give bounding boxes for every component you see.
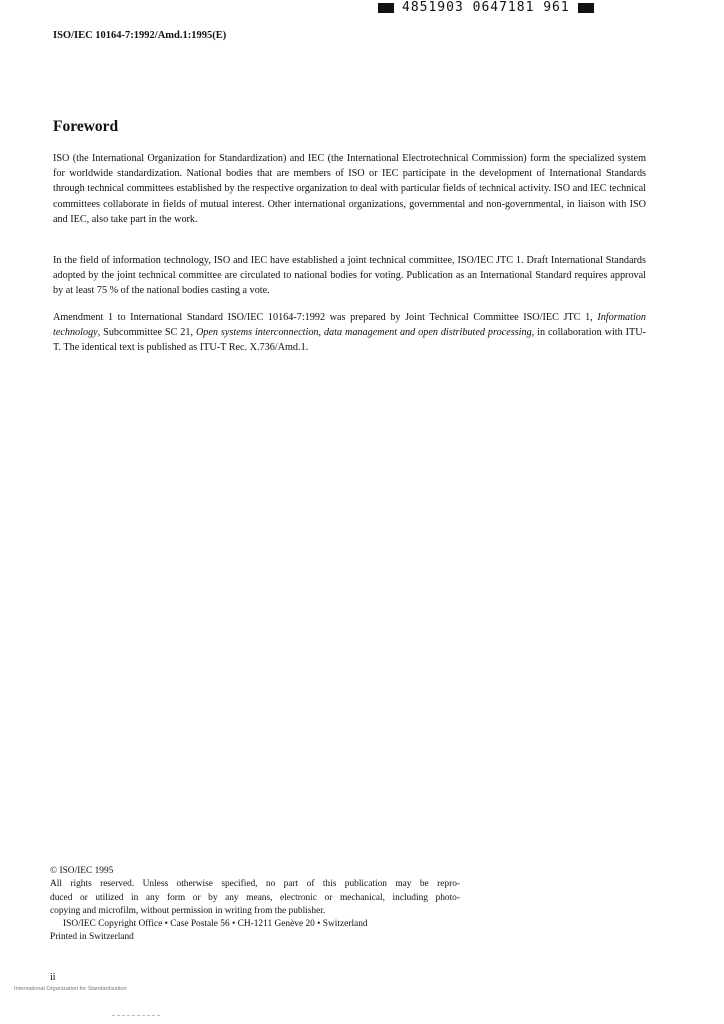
- document-reference: ISO/IEC 10164-7:1992/Amd.1:1995(E): [53, 30, 227, 41]
- barcode-block-left: [378, 3, 394, 13]
- copyright-block: [50, 865, 460, 945]
- committee-title: Information technology: [53, 312, 646, 339]
- scan-code: 4851903 0647181 961: [402, 0, 570, 15]
- scan-barcode: [378, 0, 594, 15]
- foreword-paragraph-2: In the field of information technology, ISO and IEC have established a joint technical committee, ISO/IEC JTC 1. Draft International Standards adopted by the joint technical committee are circulated to national bodies for voting. Publication as an International Standard requires approval by at least 75 % of the national bodies casting a vote.: [53, 255, 646, 297]
- page-number: ii: [50, 972, 56, 983]
- paragraph-3-text-3: , in collaboration with ITU-T. The identical text is published as ITU-T Rec. X.736/Amd.1.: [53, 327, 647, 354]
- paragraph-3-text-1: Amendment 1 to International Standard ISO/IEC 10164-7:1992 was prepared by Joint Technical Committee ISO/IEC JTC 1,: [53, 312, 598, 323]
- rights-line-3: copying and microfilm, without permission in writing from the publisher.: [50, 905, 326, 916]
- rights-line-1: All rights reserved. Unless otherwise specified, no part of this publication may be repro-: [50, 879, 460, 890]
- rights-line-2: duced or utilized in any form or by any means, electronic or mechanical, including photo-: [50, 892, 460, 903]
- barcode-block-right: [578, 3, 594, 13]
- subcommittee-title: Open systems interconnection, data management and open distributed processing: [195, 327, 532, 339]
- printed-in: Printed in Switzerland: [50, 932, 134, 943]
- copyright-office-address: ISO/IEC Copyright Office • Case Postale 56 • CH-1211 Genève 20 • Switzerland: [63, 919, 368, 930]
- foreword-paragraph-1: ISO (the International Organization for Standardization) and IEC (the International Electrotechnical Commission) form the specialized system for worldwide standardization. National bodies that are members of ISO or IEC participate in the development of International Standards through technical committees established by the respective organization to deal with particular fields of technical activity. ISO and IEC technical committees collaborate in fields of mutual interest. Other international organizations, governmental and non-governmental, in liaison with ISO and IEC, also take part in the work.: [53, 153, 646, 225]
- paragraph-3-text-2: , Subcommittee SC 21,: [97, 327, 196, 339]
- foreword-paragraph-3: [53, 310, 646, 356]
- organization-footer: International Organization for Standardization: [14, 986, 127, 992]
- copyright-notice: © ISO/IEC 1995: [50, 866, 114, 876]
- page-title: Foreword: [53, 118, 119, 135]
- footer-divider: [112, 1015, 160, 1016]
